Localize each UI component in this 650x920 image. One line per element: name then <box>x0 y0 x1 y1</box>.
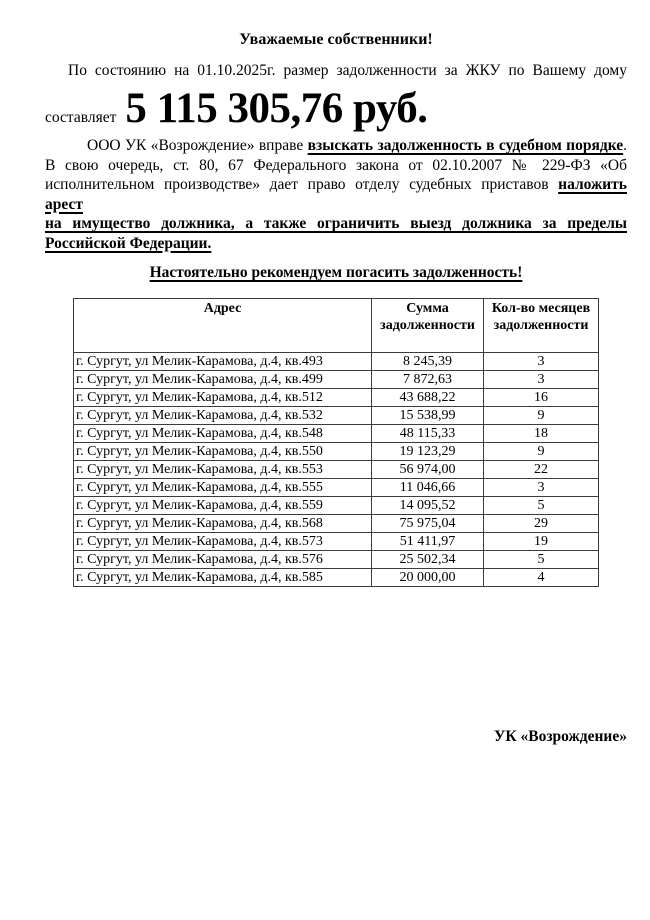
legal-line4-emphasis: на имущество должника, а также ограничить выезд должника за пределы <box>45 215 627 233</box>
table-row <box>74 407 599 425</box>
table-row <box>74 443 599 461</box>
recommendation-text: Настоятельно рекомендуем погасить задолженность! <box>149 264 523 282</box>
cell-months: 19 <box>484 533 599 551</box>
cell-amount: 7 872,63 <box>372 371 484 389</box>
recommendation-heading <box>45 264 627 282</box>
cell-months: 4 <box>484 569 599 587</box>
header-address: Адрес <box>74 299 372 353</box>
debt-table-body <box>74 353 599 587</box>
header-months: Кол-во месяцев задолженности <box>484 299 599 353</box>
cell-months: 9 <box>484 407 599 425</box>
cell-months: 3 <box>484 371 599 389</box>
cell-amount: 25 502,34 <box>372 551 484 569</box>
table-row <box>74 533 599 551</box>
table-row <box>74 515 599 533</box>
debt-total-amount: 5 115 305,76 руб. <box>125 85 428 132</box>
cell-months: 16 <box>484 389 599 407</box>
signature: УК «Возрождение» <box>494 728 627 746</box>
legal-line1-text: ООО УК «Возрождение» вправе <box>87 137 308 155</box>
table-row <box>74 479 599 497</box>
cell-months: 29 <box>484 515 599 533</box>
cell-amount: 20 000,00 <box>372 569 484 587</box>
legal-paragraph-line-1 <box>45 136 627 156</box>
table-row <box>74 389 599 407</box>
legal-paragraph-line-2 <box>45 156 627 176</box>
legal-paragraph-line-4 <box>45 214 627 234</box>
cell-months: 3 <box>484 479 599 497</box>
cell-months: 3 <box>484 353 599 371</box>
table-row <box>74 461 599 479</box>
cell-months: 5 <box>484 497 599 515</box>
legal-paragraph-line-5 <box>45 234 627 254</box>
cell-address: г. Сургут, ул Мелик-Карамова, д.4, кв.555 <box>74 479 372 497</box>
table-row <box>74 353 599 371</box>
debt-amount-line <box>45 86 627 131</box>
cell-amount: 19 123,29 <box>372 443 484 461</box>
cell-amount: 15 538,99 <box>372 407 484 425</box>
cell-address: г. Сургут, ул Мелик-Карамова, д.4, кв.573 <box>74 533 372 551</box>
cell-months: 9 <box>484 443 599 461</box>
legal-line3-text: исполнительном производстве» дает право отделу судебных приставов <box>45 176 559 194</box>
cell-address: г. Сургут, ул Мелик-Карамова, д.4, кв.568 <box>74 515 372 533</box>
cell-amount: 8 245,39 <box>372 353 484 371</box>
document-title: Уважаемые собственники! <box>239 31 433 48</box>
cell-address: г. Сургут, ул Мелик-Карамова, д.4, кв.559 <box>74 497 372 515</box>
cell-address: г. Сургут, ул Мелик-Карамова, д.4, кв.499 <box>74 371 372 389</box>
table-row <box>74 371 599 389</box>
cell-amount: 14 095,52 <box>372 497 484 515</box>
cell-amount: 75 975,04 <box>372 515 484 533</box>
cell-address: г. Сургут, ул Мелик-Карамова, д.4, кв.493 <box>74 353 372 371</box>
debt-table-wrapper <box>73 298 627 587</box>
debt-table <box>73 298 599 587</box>
cell-months: 18 <box>484 425 599 443</box>
cell-amount: 48 115,33 <box>372 425 484 443</box>
cell-months: 22 <box>484 461 599 479</box>
table-row <box>74 551 599 569</box>
table-row <box>74 497 599 515</box>
cell-amount: 56 974,00 <box>372 461 484 479</box>
cell-address: г. Сургут, ул Мелик-Карамова, д.4, кв.532 <box>74 407 372 425</box>
cell-address: г. Сургут, ул Мелик-Карамова, д.4, кв.585 <box>74 569 372 587</box>
cell-address: г. Сургут, ул Мелик-Карамова, д.4, кв.512 <box>74 389 372 407</box>
debt-amount-prefix: составляет <box>45 109 117 126</box>
table-row <box>74 569 599 587</box>
legal-line1-period: . <box>623 137 627 155</box>
header-amount: Сумма задолженности <box>372 299 484 353</box>
cell-address: г. Сургут, ул Мелик-Карамова, д.4, кв.548 <box>74 425 372 443</box>
legal-line5-emphasis: Российской Федерации. <box>45 234 212 252</box>
legal-line1-emphasis: взыскать задолженность в судебном порядке <box>307 137 624 155</box>
cell-address: г. Сургут, ул Мелик-Карамова, д.4, кв.550 <box>74 443 372 461</box>
cell-address: г. Сургут, ул Мелик-Карамова, д.4, кв.553 <box>74 461 372 479</box>
legal-paragraph <box>45 136 627 253</box>
cell-address: г. Сургут, ул Мелик-Карамова, д.4, кв.576 <box>74 551 372 569</box>
legal-paragraph-line-3 <box>45 175 627 214</box>
cell-months: 5 <box>484 551 599 569</box>
intro-paragraph: По состоянию на 01.10.2025г. размер задолженности за ЖКУ по Вашему дому <box>68 62 627 79</box>
cell-amount: 43 688,22 <box>372 389 484 407</box>
cell-amount: 11 046,66 <box>372 479 484 497</box>
header-row <box>74 299 599 353</box>
table-row <box>74 425 599 443</box>
debt-table-header <box>74 299 599 353</box>
cell-amount: 51 411,97 <box>372 533 484 551</box>
legal-line3-emphasis: наложить арест <box>45 176 627 213</box>
legal-line2-text: В свою очередь, ст. 80, 67 Федерального закона от 02.10.2007 № 229-ФЗ «Об <box>45 156 627 174</box>
